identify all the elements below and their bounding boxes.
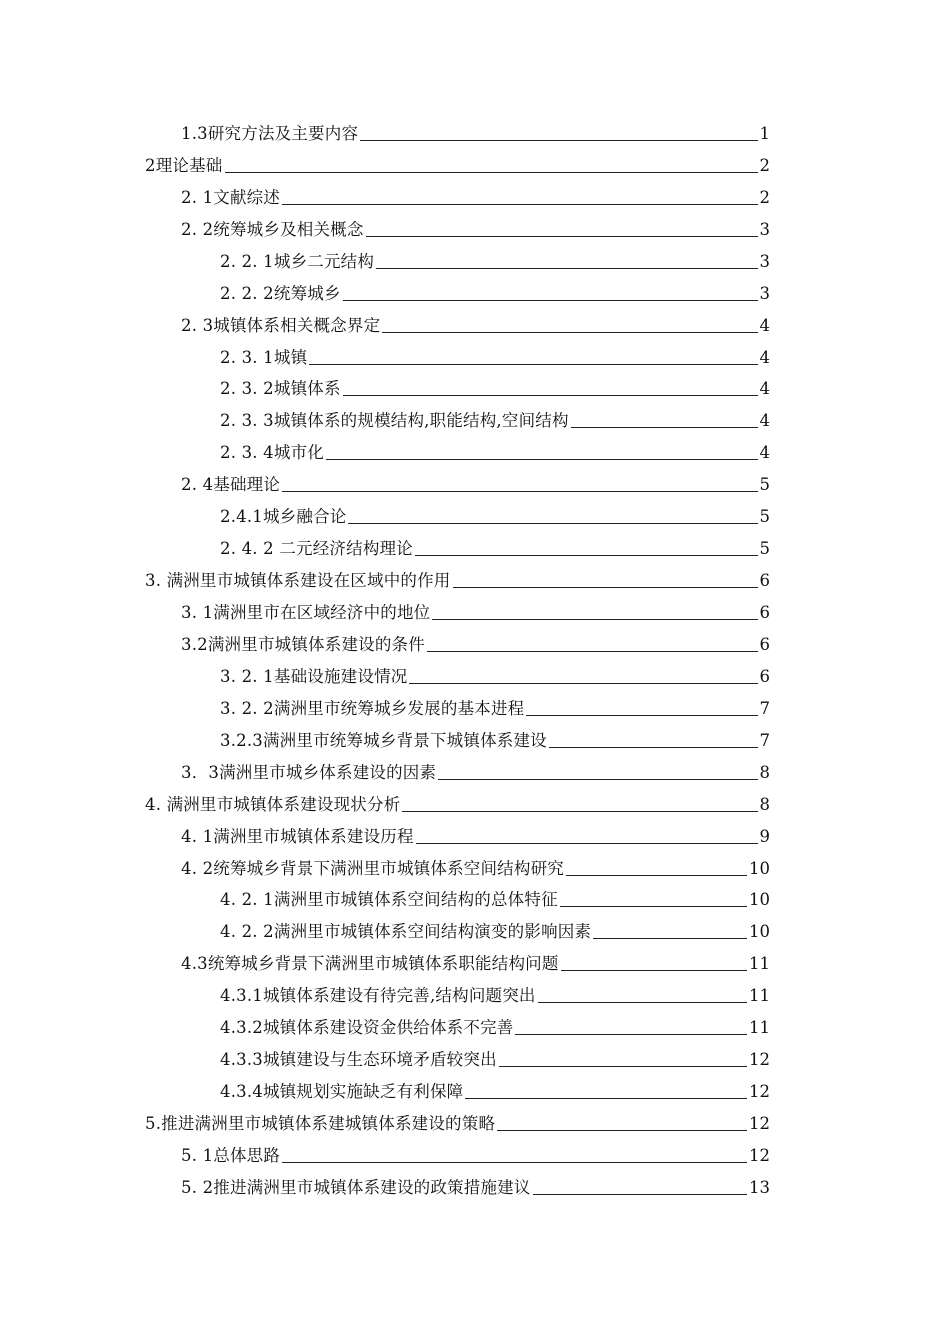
toc-entry-title: 2. 3. 2城镇体系 <box>220 379 341 399</box>
toc-entry-page: 11 <box>749 986 770 1006</box>
toc-entry[interactable] <box>0 1108 950 1140</box>
toc-leader-line <box>538 1002 747 1003</box>
toc-entry[interactable] <box>0 1140 950 1172</box>
toc-entry-title: 3. 2. 1基础设施建设情况 <box>220 666 408 686</box>
toc-entry-page: 2 <box>759 155 770 175</box>
toc-entry-title: 4.3.2城镇体系建设资金供给体系不完善 <box>220 1018 514 1038</box>
toc-entry-title: 4. 2统筹城乡背景下满洲里市城镇体系空间结构研究 <box>181 858 564 878</box>
toc-entry-page: 2 <box>759 187 770 207</box>
toc-entry-page: 11 <box>749 1018 770 1038</box>
toc-entry-title: 2. 3. 3城镇体系的规模结构,职能结构,空间结构 <box>220 411 569 431</box>
toc-leader-line <box>533 1194 747 1195</box>
toc-entry-page: 7 <box>759 698 770 718</box>
toc-entry[interactable] <box>0 948 950 980</box>
toc-entry[interactable] <box>0 693 950 725</box>
toc-entry-title: 2. 2. 1城乡二元结构 <box>220 251 375 271</box>
toc-leader-line <box>497 1130 747 1131</box>
table-of-contents <box>0 118 950 1204</box>
toc-leader-line <box>415 555 758 556</box>
toc-entry-page: 13 <box>749 1177 770 1197</box>
toc-entry-title: 3. 1满洲里市在区域经济中的地位 <box>181 603 431 622</box>
toc-leader-line <box>360 140 757 141</box>
toc-entry-page: 1 <box>759 123 770 143</box>
toc-entry[interactable] <box>0 725 950 757</box>
toc-entry-title: 2. 1文献综述 <box>181 187 281 207</box>
toc-leader-line <box>432 619 757 620</box>
toc-entry-title: 2. 4. 2 二元经济结构理论 <box>220 539 413 559</box>
toc-leader-line <box>309 364 757 365</box>
toc-entry[interactable] <box>0 469 950 501</box>
toc-entry[interactable] <box>0 1012 950 1044</box>
toc-entry-page: 10 <box>749 922 770 942</box>
toc-entry-title: 4. 2. 2满洲里市城镇体系空间结构演变的影响因素 <box>220 922 592 942</box>
toc-entry-page: 6 <box>759 571 770 591</box>
toc-entry-page: 4 <box>759 379 770 399</box>
toc-entry[interactable] <box>0 437 950 469</box>
toc-entry-page: 3 <box>759 283 770 303</box>
toc-entry-page: 10 <box>749 890 770 910</box>
toc-entry[interactable] <box>0 374 950 406</box>
toc-entry-page: 6 <box>759 666 770 686</box>
toc-leader-line <box>427 651 758 652</box>
toc-leader-line <box>526 715 757 716</box>
toc-leader-line <box>593 938 747 939</box>
toc-leader-line <box>282 1162 747 1163</box>
toc-entry-title: 3．3满洲里市城乡体系建设的因素 <box>181 762 437 782</box>
toc-entry[interactable] <box>0 661 950 693</box>
toc-entry-page: 8 <box>759 794 770 814</box>
toc-leader-line <box>499 1066 747 1067</box>
toc-entry-title: 2. 2. 2统筹城乡 <box>220 283 341 303</box>
toc-leader-line <box>438 779 757 780</box>
toc-entry-title: 3.2满洲里市城镇体系建设的条件 <box>181 634 425 654</box>
toc-entry-page: 4 <box>759 315 770 335</box>
toc-entry[interactable] <box>0 1172 950 1204</box>
toc-entry-page: 3 <box>759 219 770 239</box>
toc-entry-title: 1.3研究方法及主要内容 <box>181 123 359 143</box>
toc-leader-line <box>465 1098 747 1099</box>
toc-entry-title: 2. 4基础理论 <box>181 475 281 495</box>
toc-leader-line <box>571 427 758 428</box>
toc-leader-line <box>343 395 758 396</box>
toc-entry-title: 3. 2. 2满洲里市统筹城乡发展的基本进程 <box>220 698 525 718</box>
toc-entry[interactable] <box>0 501 950 533</box>
toc-entry-title: 4.3.4城镇规划实施缺乏有利保障 <box>220 1082 464 1102</box>
toc-entry[interactable] <box>0 1044 950 1076</box>
toc-entry[interactable] <box>0 757 950 789</box>
toc-entry-title: 2. 3城镇体系相关概念界定 <box>181 315 381 335</box>
toc-entry[interactable] <box>0 533 950 565</box>
toc-leader-line <box>225 172 758 173</box>
toc-entry[interactable] <box>0 980 950 1012</box>
toc-leader-line <box>416 843 758 844</box>
toc-leader-line <box>549 747 758 748</box>
toc-entry-title: 3.2.3满洲里市统筹城乡背景下城镇体系建设 <box>220 730 547 750</box>
toc-entry-title: 2. 2统筹城乡及相关概念 <box>181 219 364 239</box>
toc-entry-title: 4. 满洲里市城镇体系建设现状分析 <box>145 794 401 814</box>
toc-entry[interactable] <box>0 342 950 374</box>
toc-entry[interactable] <box>0 821 950 853</box>
toc-entry-title: 4.3.3城镇建设与生态环境矛盾较突出 <box>220 1050 497 1070</box>
toc-entry[interactable] <box>0 310 950 342</box>
toc-entry-title: 5. 1总体思路 <box>181 1145 281 1165</box>
toc-leader-line <box>560 906 747 907</box>
toc-entry-page: 6 <box>759 603 770 622</box>
toc-entry[interactable] <box>0 789 950 821</box>
toc-leader-line <box>326 459 758 460</box>
toc-entry-page: 4 <box>759 347 770 367</box>
toc-entry-page: 12 <box>749 1050 770 1070</box>
toc-entry-title: 2. 3. 4城市化 <box>220 443 324 463</box>
toc-leader-line <box>282 204 757 205</box>
toc-leader-line <box>343 300 758 301</box>
toc-entry-title: 4. 1满洲里市城镇体系建设历程 <box>181 826 414 846</box>
toc-entry-page: 7 <box>759 730 770 750</box>
toc-entry[interactable] <box>0 278 950 310</box>
toc-entry[interactable] <box>0 629 950 661</box>
toc-entry[interactable] <box>0 597 950 629</box>
toc-entry[interactable] <box>0 405 950 437</box>
toc-entry-page: 9 <box>759 826 770 846</box>
toc-entry-page: 12 <box>749 1114 770 1133</box>
toc-entry-title: 2理论基础 <box>145 155 223 175</box>
toc-leader-line <box>402 811 757 812</box>
toc-leader-line <box>366 236 758 237</box>
toc-entry[interactable] <box>0 118 950 150</box>
toc-entry-title: 3. 满洲里市城镇体系建设在区域中的作用 <box>145 571 451 591</box>
toc-entry[interactable] <box>0 853 950 885</box>
toc-entry-page: 11 <box>749 954 770 974</box>
toc-entry-page: 5 <box>759 475 770 495</box>
toc-entry[interactable] <box>0 885 950 917</box>
toc-leader-line <box>566 875 747 876</box>
toc-entry-title: 4.3统筹城乡背景下满洲里市城镇体系职能结构问题 <box>181 954 559 974</box>
toc-entry-title: 5.推进满洲里市城镇体系建城镇体系建设的策略 <box>145 1114 496 1133</box>
toc-entry[interactable] <box>0 916 950 948</box>
toc-entry[interactable] <box>0 214 950 246</box>
toc-leader-line <box>561 970 747 971</box>
toc-entry-title: 4.3.1城镇体系建设有待完善,结构问题突出 <box>220 986 536 1006</box>
toc-leader-line <box>348 523 757 524</box>
toc-entry[interactable] <box>0 150 950 182</box>
toc-entry-page: 12 <box>749 1082 770 1102</box>
toc-entry[interactable] <box>0 1076 950 1108</box>
toc-entry-page: 8 <box>759 762 770 782</box>
toc-leader-line <box>376 268 757 269</box>
toc-leader-line <box>282 491 757 492</box>
toc-entry-title: 4. 2. 1满洲里市城镇体系空间结构的总体特征 <box>220 890 558 910</box>
toc-entry[interactable] <box>0 246 950 278</box>
toc-entry-page: 12 <box>749 1145 770 1165</box>
toc-entry-page: 5 <box>759 507 770 527</box>
toc-leader-line <box>515 1034 747 1035</box>
toc-entry-title: 2. 3. 1城镇 <box>220 347 308 367</box>
toc-entry[interactable] <box>0 565 950 597</box>
toc-leader-line <box>409 683 757 684</box>
toc-entry-page: 5 <box>759 539 770 559</box>
toc-entry-page: 4 <box>759 411 770 431</box>
toc-entry-title: 5. 2推进满洲里市城镇体系建设的政策措施建议 <box>181 1177 531 1197</box>
toc-leader-line <box>382 332 757 333</box>
toc-entry-title: 2.4.1城乡融合论 <box>220 507 347 527</box>
toc-entry[interactable] <box>0 182 950 214</box>
toc-entry-page: 4 <box>759 443 770 463</box>
toc-entry-page: 6 <box>759 634 770 654</box>
toc-entry-page: 10 <box>749 858 770 878</box>
toc-entry-page: 3 <box>759 251 770 271</box>
toc-leader-line <box>453 587 758 588</box>
